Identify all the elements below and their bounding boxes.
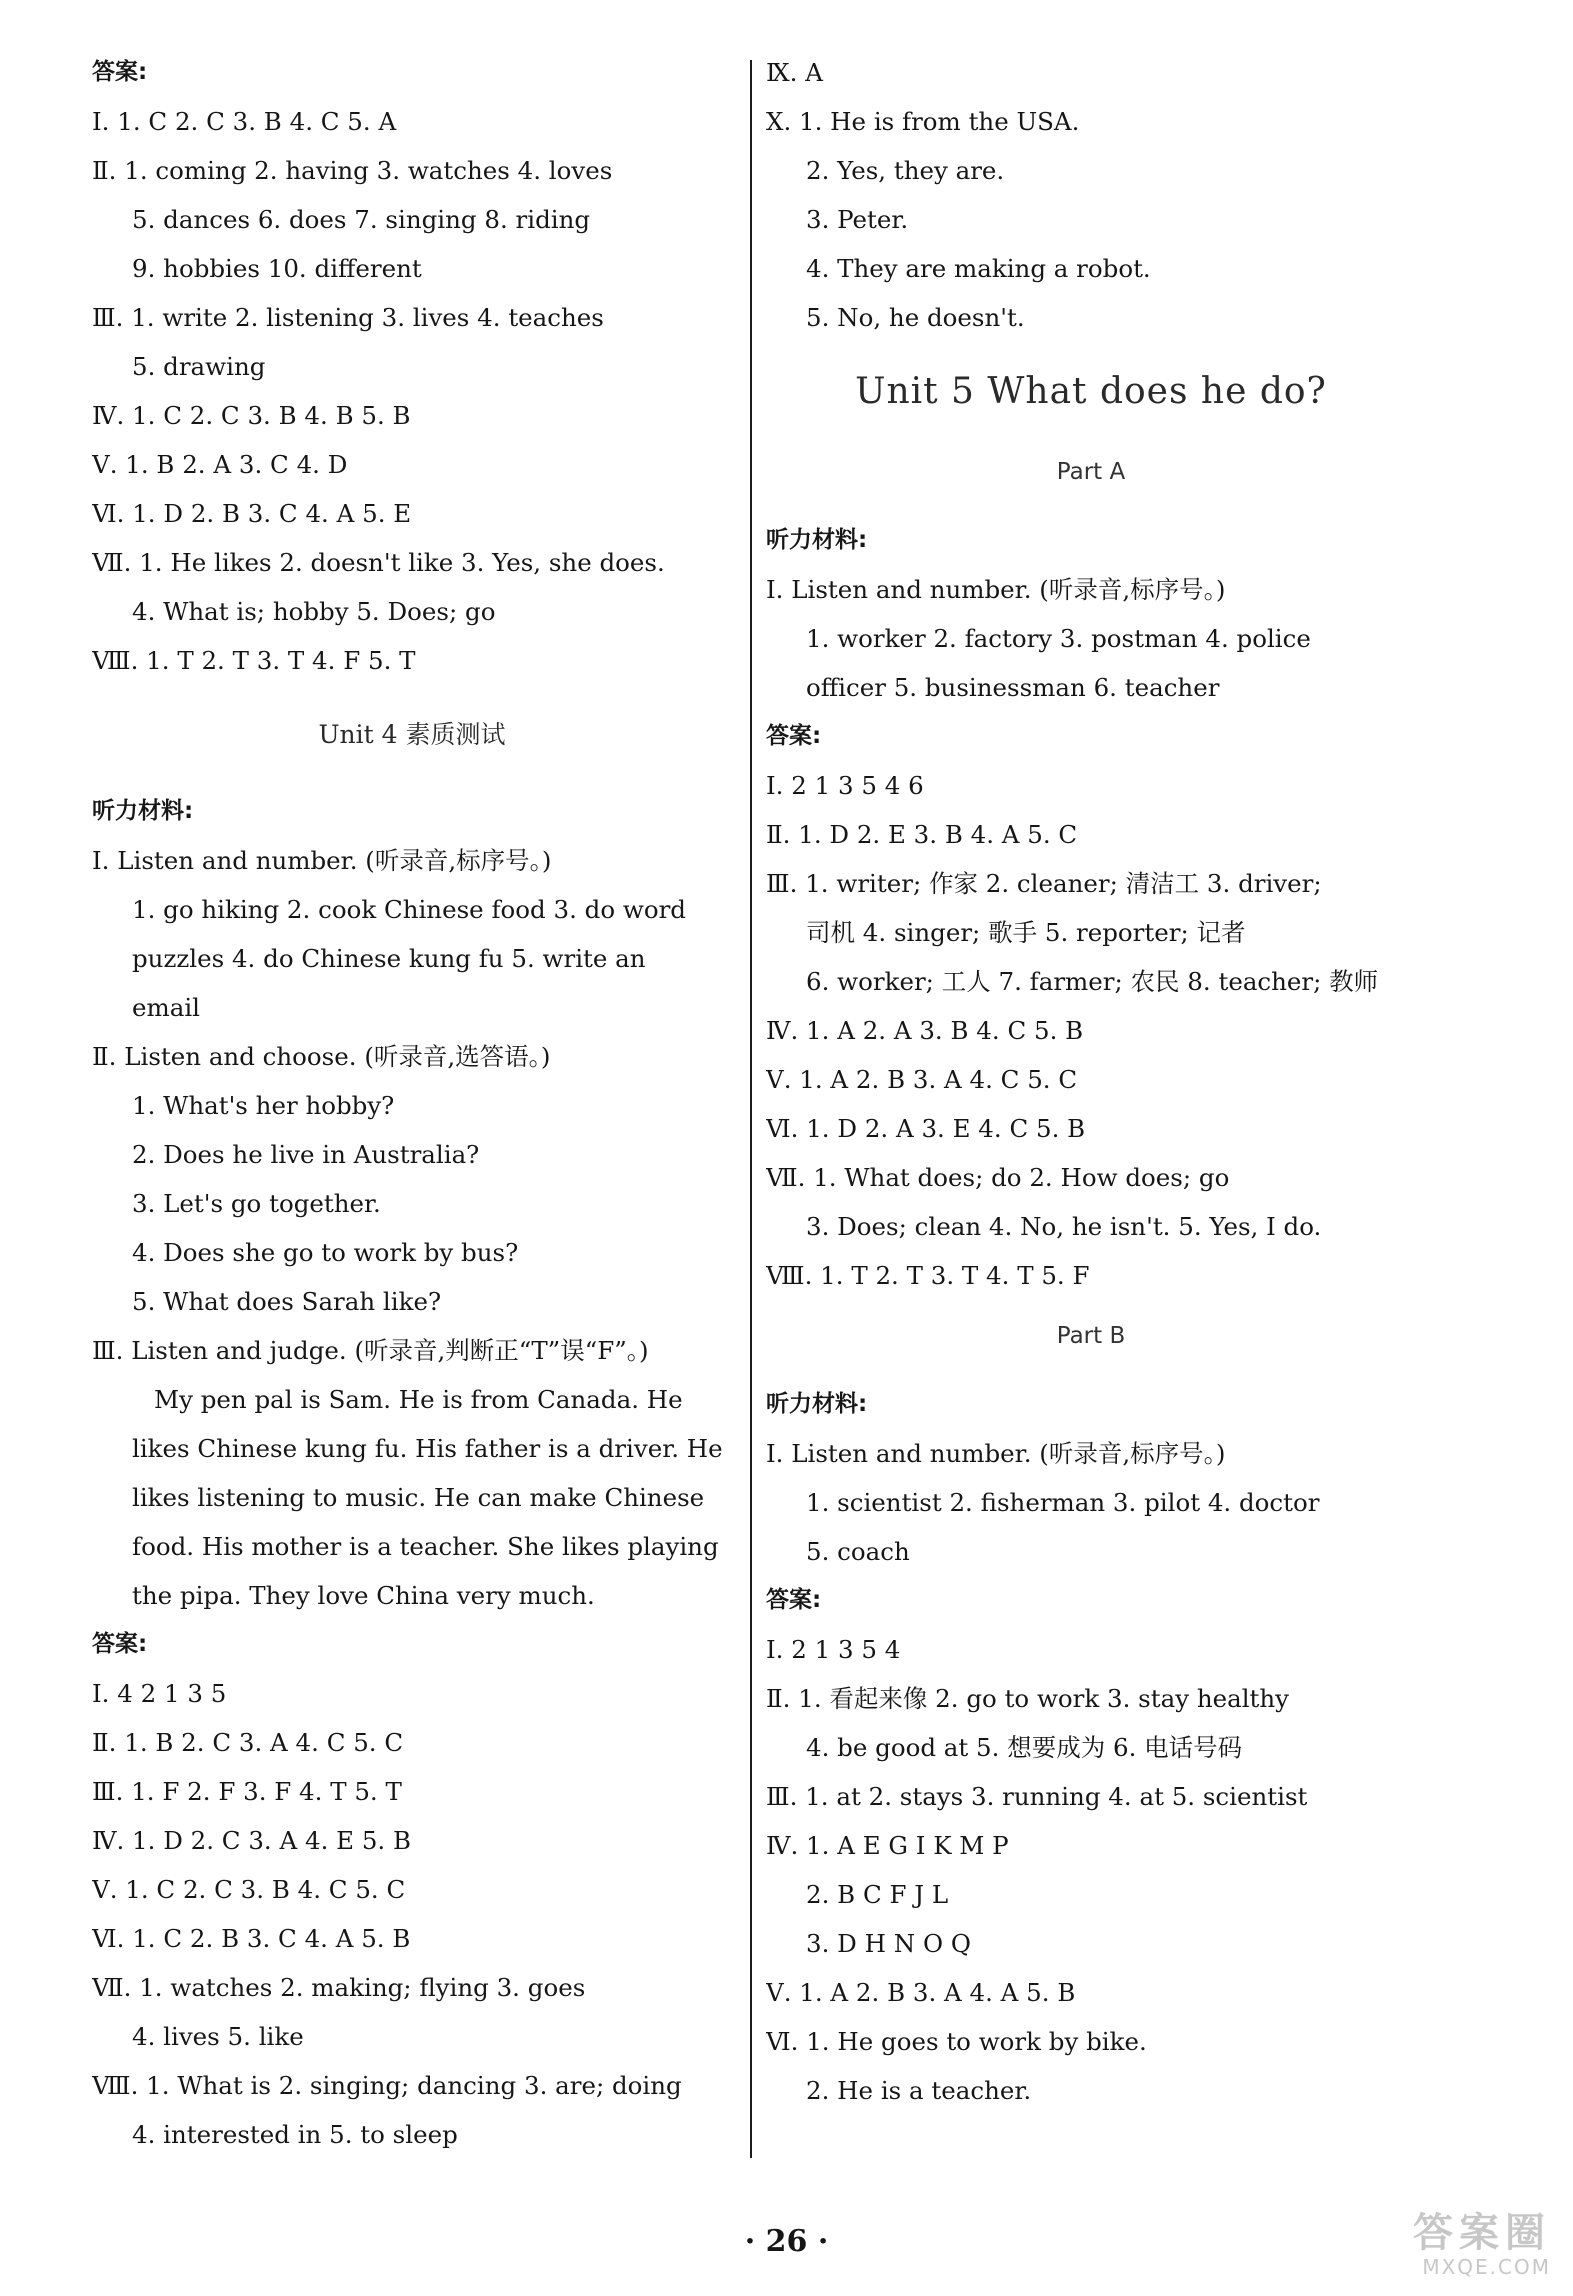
text-line: Ⅳ. 1. C 2. C 3. B 4. B 5. B	[92, 401, 411, 430]
text-line: Ⅰ. Listen and number. (听录音,标序号。)	[766, 1439, 1226, 1468]
text-line: 2. Yes, they are.	[806, 156, 1005, 185]
text-line: Ⅶ. 1. watches 2. making; flying 3. goes	[92, 1973, 586, 2002]
text-line: 5. What does Sarah like?	[132, 1287, 442, 1316]
text-line: 2. He is a teacher.	[806, 2076, 1032, 2105]
text-line: Ⅷ. 1. T 2. T 3. T 4. F 5. T	[92, 646, 416, 675]
text-line: Ⅶ. 1. He likes 2. doesn't like 3. Yes, she does.	[92, 548, 665, 577]
text-line: 4. They are making a robot.	[806, 254, 1151, 283]
text-line: Ⅱ. Listen and choose. (听录音,选答语。)	[92, 1042, 551, 1071]
text-line: 1. What's her hobby?	[132, 1091, 395, 1120]
text-line: Ⅱ. 1. D 2. E 3. B 4. A 5. C	[766, 820, 1078, 849]
text-line: My pen pal is Sam. He is from Canada. He	[154, 1385, 683, 1414]
section-label: 听力材料:	[766, 527, 868, 553]
text-line: Ⅳ. 1. D 2. C 3. A 4. E 5. B	[92, 1826, 411, 1855]
text-line: Ⅲ. 1. F 2. F 3. F 4. T 5. T	[92, 1777, 402, 1806]
section-label: 答案:	[92, 1631, 148, 1657]
text-line: Ⅱ. 1. B 2. C 3. A 4. C 5. C	[92, 1728, 404, 1757]
text-line: 2. Does he live in Australia?	[132, 1140, 480, 1169]
text-line: 5. coach	[806, 1537, 910, 1566]
text-line: email	[132, 993, 201, 1022]
text-line: Ⅴ. 1. C 2. C 3. B 4. C 5. C	[92, 1875, 406, 1904]
text-line: Ⅰ. 1. C 2. C 3. B 4. C 5. A	[92, 107, 397, 136]
text-line: 3. Let's go together.	[132, 1189, 381, 1218]
section-label: 听力材料:	[92, 798, 194, 824]
text-line: Ⅶ. 1. What does; do 2. How does; go	[766, 1163, 1230, 1192]
text-line: 1. worker 2. factory 3. postman 4. police	[806, 624, 1311, 653]
text-line: Ⅲ. 1. writer; 作家 2. cleaner; 清洁工 3. driver;	[766, 869, 1322, 898]
text-line: Ⅳ. 1. A 2. A 3. B 4. C 5. B	[766, 1016, 1084, 1045]
text-line: Ⅰ. 2 1 3 5 4	[766, 1635, 901, 1664]
text-line: Ⅴ. 1. A 2. B 3. A 4. C 5. C	[766, 1065, 1078, 1094]
text-line: Ⅰ. Listen and number. (听录音,标序号。)	[92, 846, 552, 875]
text-line: 5. dances 6. does 7. singing 8. riding	[132, 205, 591, 234]
text-line: Ⅷ. 1. What is 2. singing; dancing 3. are; doing	[92, 2071, 682, 2100]
text-line: 9. hobbies 10. different	[132, 254, 422, 283]
text-line: Ⅳ. 1. A E G I K M P	[766, 1831, 1009, 1860]
unit-title: Unit 4 素质测试	[318, 720, 506, 749]
text-line: Ⅲ. 1. at 2. stays 3. running 4. at 5. scientist	[766, 1782, 1308, 1811]
text-line: likes Chinese kung fu. His father is a driver. He	[132, 1434, 723, 1463]
column-divider	[750, 60, 752, 2158]
text-line: Ⅹ. 1. He is from the USA.	[766, 107, 1080, 136]
text-line: Ⅱ. 1. 看起来像 2. go to work 3. stay healthy	[766, 1684, 1290, 1713]
text-line: 3. Peter.	[806, 205, 909, 234]
text-line: 1. scientist 2. fisherman 3. pilot 4. doctor	[806, 1488, 1320, 1517]
text-line: 1. go hiking 2. cook Chinese food 3. do word	[132, 895, 686, 924]
text-line: Ⅵ. 1. D 2. B 3. C 4. A 5. E	[92, 499, 412, 528]
text-line: Ⅰ. 2 1 3 5 4 6	[766, 771, 924, 800]
text-line: the pipa. They love China very much.	[132, 1581, 595, 1610]
text-line: 5. No, he doesn't.	[806, 303, 1025, 332]
text-line: food. His mother is a teacher. She likes playing	[132, 1532, 719, 1561]
text-line: Ⅴ. 1. A 2. B 3. A 4. A 5. B	[766, 1978, 1076, 2007]
text-line: puzzles 4. do Chinese kung fu 5. write an	[132, 944, 646, 973]
text-line: Ⅵ. 1. D 2. A 3. E 4. C 5. B	[766, 1114, 1086, 1143]
text-line: Ⅰ. Listen and number. (听录音,标序号。)	[766, 575, 1226, 604]
unit-title: Unit 5 What does he do?	[855, 371, 1327, 412]
text-line: Ⅵ. 1. C 2. B 3. C 4. A 5. B	[92, 1924, 411, 1953]
section-label: 听力材料:	[766, 1391, 868, 1417]
watermark-en: MXQE.COM	[1422, 2255, 1551, 2279]
text-line: 6. worker; 工人 7. farmer; 农民 8. teacher; 教师	[806, 967, 1379, 996]
text-line: Ⅷ. 1. T 2. T 3. T 4. T 5. F	[766, 1261, 1090, 1290]
text-line: officer 5. businessman 6. teacher	[806, 673, 1220, 702]
text-line: 3. Does; clean 4. No, he isn't. 5. Yes, I do.	[806, 1212, 1322, 1241]
section-label: 答案:	[766, 1587, 822, 1613]
text-line: 5. drawing	[132, 352, 266, 381]
part-title: Part B	[1056, 1323, 1126, 1349]
text-line: 4. lives 5. like	[132, 2022, 304, 2051]
text-line: Ⅰ. 4 2 1 3 5	[92, 1679, 227, 1708]
watermark-logo	[1301, 2210, 1551, 2280]
text-line: Ⅴ. 1. B 2. A 3. C 4. D	[92, 450, 348, 479]
text-line: 4. interested in 5. to sleep	[132, 2120, 458, 2149]
text-line: Ⅱ. 1. coming 2. having 3. watches 4. loves	[92, 156, 613, 185]
text-line: Ⅲ. Listen and judge. (听录音,判断正“T”误“F”。)	[92, 1336, 649, 1365]
watermark-cn: 答案圈	[1413, 2210, 1551, 2256]
text-line: 3. D H N O Q	[806, 1929, 971, 1958]
text-line: likes listening to music. He can make Chinese	[132, 1483, 705, 1512]
section-label: 答案:	[766, 723, 822, 749]
section-label: 答案:	[92, 59, 148, 85]
text-line: 2. B C F J L	[806, 1880, 949, 1909]
text-line: Ⅸ. A	[766, 58, 823, 87]
text-line: Ⅵ. 1. He goes to work by bike.	[766, 2027, 1147, 2056]
text-line: Ⅲ. 1. write 2. listening 3. lives 4. teaches	[92, 303, 604, 332]
page-number: · 26 ·	[744, 2224, 829, 2259]
text-line: 司机 4. singer; 歌手 5. reporter; 记者	[806, 918, 1246, 947]
part-title: Part A	[1056, 459, 1126, 485]
text-line: 4. Does she go to work by bus?	[132, 1238, 519, 1267]
text-line: 4. What is; hobby 5. Does; go	[132, 597, 496, 626]
left-column	[92, 48, 732, 2159]
text-line: 4. be good at 5. 想要成为 6. 电话号码	[806, 1733, 1243, 1762]
right-column	[766, 48, 1416, 2115]
